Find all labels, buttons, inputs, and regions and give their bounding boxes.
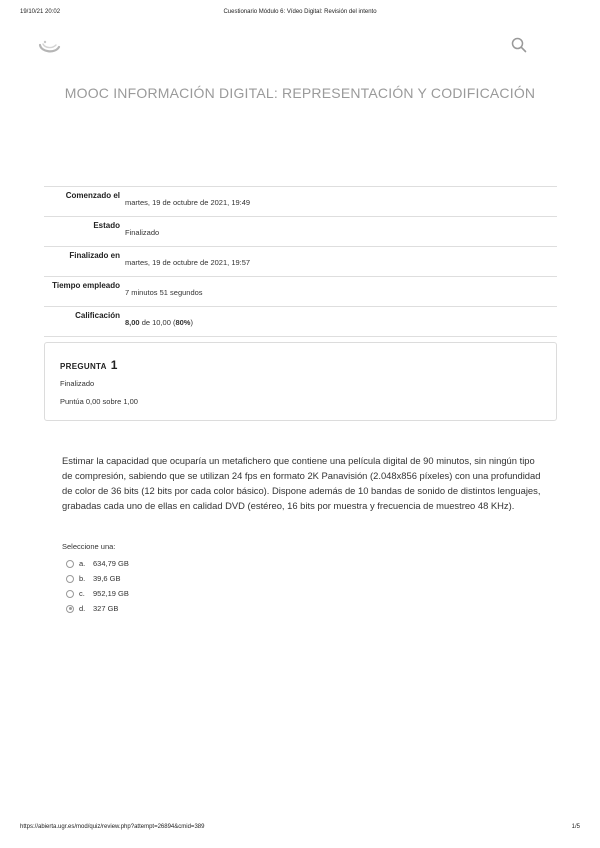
question-text: Estimar la capacidad que ocuparía un metafichero que contiene una película digital de 90 minutos, sin ningún tipo de compresión, sabiendo que se utilizan 24 fps en formato 2K Panavisión (2.048x856 píxeles) con una profundidad de color de 36 bits (12 bits por cada color básico). Dispone además de 10 bandas de sonido de distintos lenguajes, grabadas cada uno de ellas en calidad DVD (estéreo, 16 bits por muestra y frecuencia de muestreo 48 KHz). <box>62 455 541 511</box>
print-page-number: 1/5 <box>571 824 580 830</box>
print-datetime: 19/10/21 20:02 <box>20 9 61 15</box>
summary-label: Finalizado en <box>69 251 120 260</box>
answer-letter: b. <box>79 574 86 583</box>
print-doc-title: Cuestionario Módulo 6: Vídeo Digital: Revisión del intento <box>223 9 377 15</box>
summary-row <box>44 187 557 217</box>
answer-text: 634,79 GB <box>93 559 129 568</box>
summary-row <box>44 217 557 247</box>
summary-value: 7 minutos 51 segundos <box>125 288 203 297</box>
grade-value <box>125 307 557 337</box>
summary-row <box>44 307 557 337</box>
question-grade: Puntúa 0,00 sobre 1,00 <box>60 397 138 406</box>
radio-button-selected[interactable] <box>66 605 74 613</box>
answer-letter: c. <box>79 589 85 598</box>
summary-row <box>44 247 557 277</box>
attempt-summary-table <box>44 186 557 337</box>
answer-option-a[interactable] <box>66 556 129 571</box>
print-url: https://abierta.ugr.es/mod/quiz/review.php?attempt=26894&cmid=389 <box>20 824 205 830</box>
summary-label: Tiempo empleado <box>52 281 120 290</box>
grade-total: de 10,00 ( <box>139 318 176 327</box>
answer-letter: a. <box>79 559 86 568</box>
summary-value: Finalizado <box>125 228 160 237</box>
answer-text: 952,19 GB <box>93 589 129 598</box>
print-header <box>0 9 600 21</box>
summary-label: Calificación <box>75 311 120 320</box>
question-label-text: PREGUNTA <box>60 362 107 371</box>
answer-option-d[interactable] <box>66 601 129 616</box>
grade-score: 8,00 <box>125 318 140 327</box>
answer-text: 327 GB <box>93 604 119 613</box>
answer-option-b[interactable] <box>66 571 129 586</box>
question-label <box>60 358 118 372</box>
summary-row <box>44 277 557 307</box>
summary-value: martes, 19 de octubre de 2021, 19:49 <box>125 198 251 207</box>
question-state: Finalizado <box>60 379 95 388</box>
question-info-box <box>44 342 557 421</box>
grade-percent: 80% <box>175 318 191 327</box>
answer-text: 39,6 GB <box>93 574 121 583</box>
answer-list <box>66 556 129 616</box>
search-icon[interactable] <box>511 37 527 53</box>
answer-option-c[interactable] <box>66 586 129 601</box>
answer-letter: d. <box>79 604 86 613</box>
logo-icon[interactable] <box>37 38 61 56</box>
radio-button[interactable] <box>66 590 74 598</box>
answer-prompt: Seleccione una: <box>62 542 116 551</box>
grade-close: ) <box>190 318 193 327</box>
summary-value: martes, 19 de octubre de 2021, 19:57 <box>125 258 251 267</box>
print-footer <box>0 824 600 836</box>
radio-button[interactable] <box>66 560 74 568</box>
radio-button[interactable] <box>66 575 74 583</box>
question-number: 1 <box>110 358 118 372</box>
summary-label: Comenzado el <box>65 191 120 200</box>
course-title: MOOC INFORMACIÓN DIGITAL: REPRESENTACIÓN Y CODIFICACIÓN <box>64 85 536 101</box>
summary-label: Estado <box>93 221 120 230</box>
